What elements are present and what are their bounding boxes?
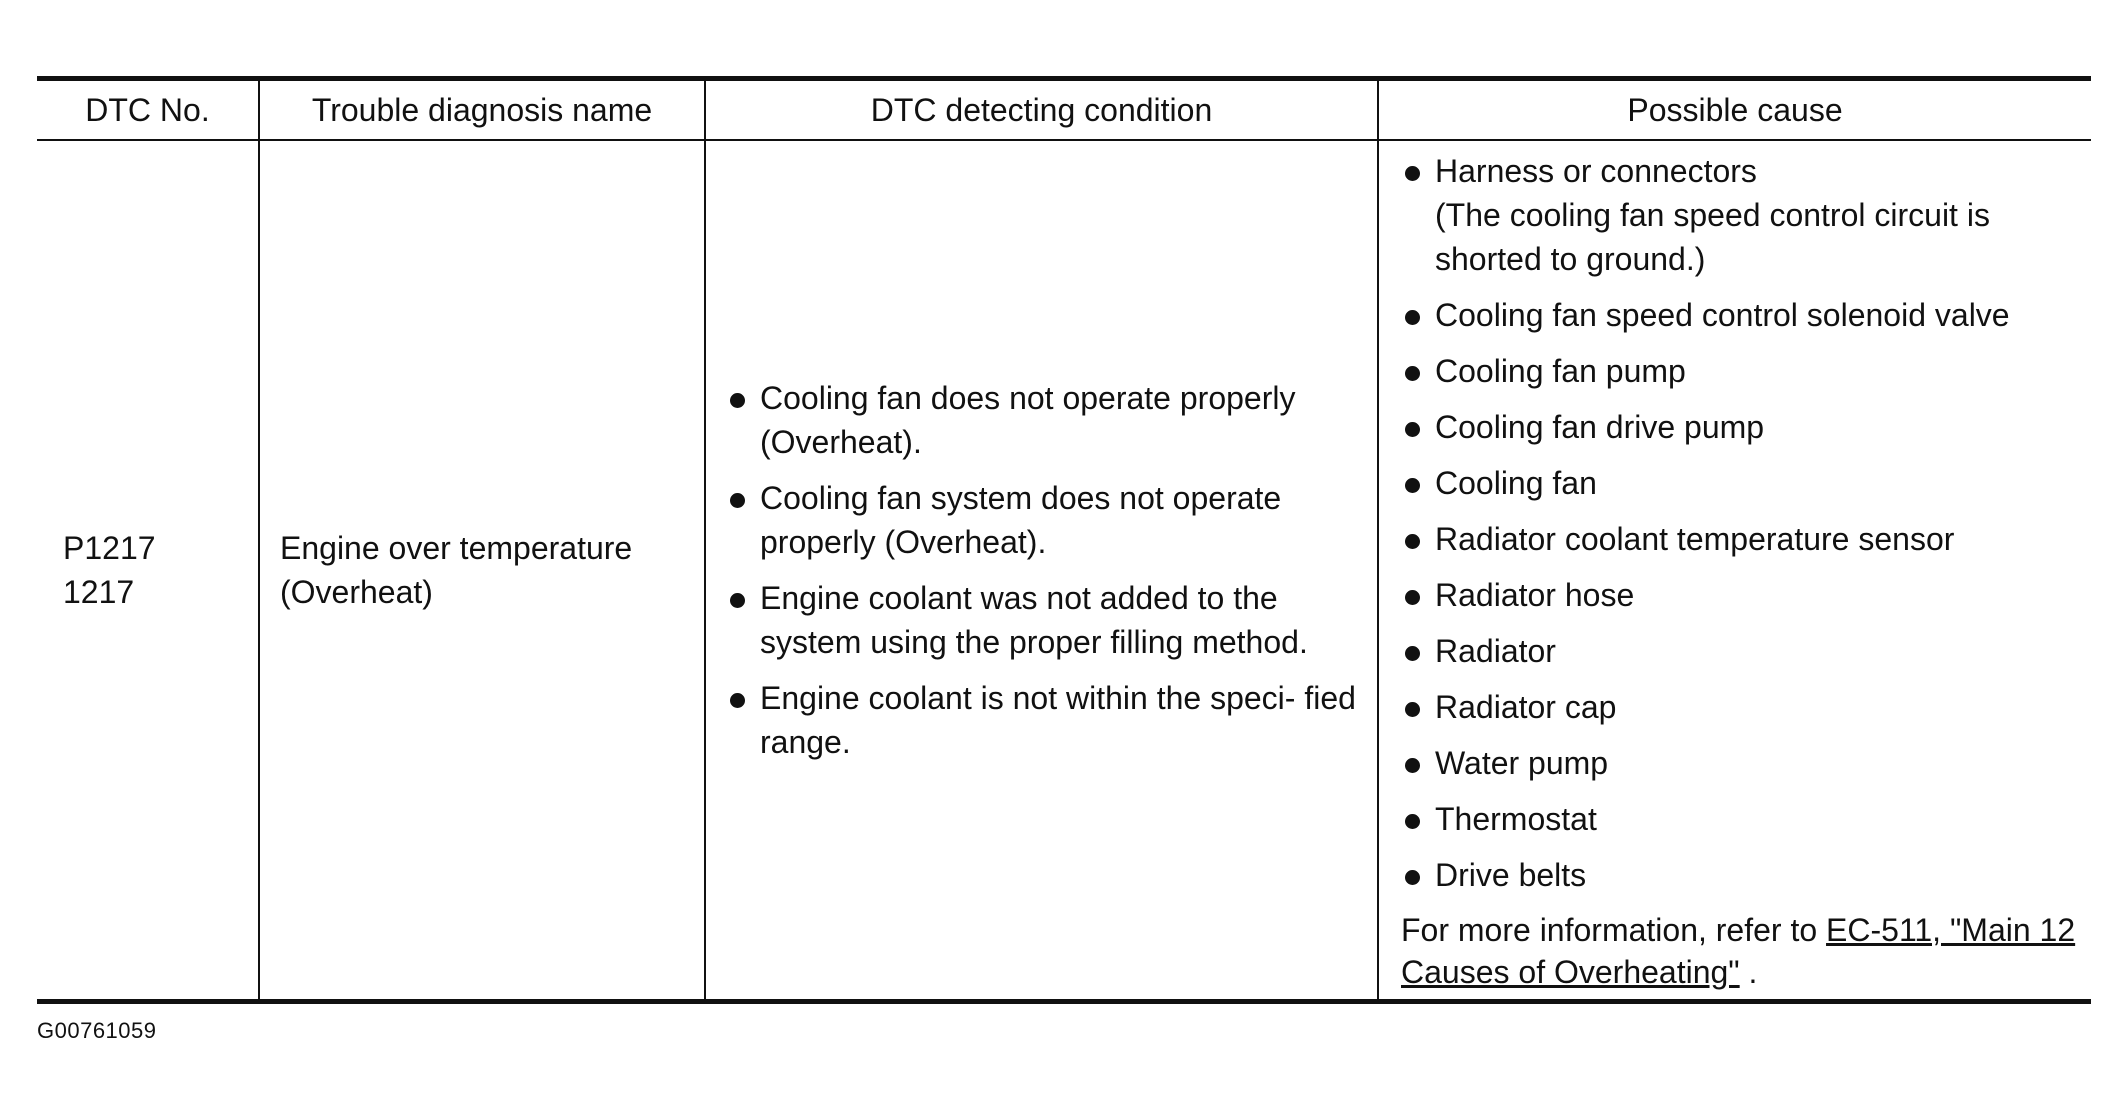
condition-list [726,376,1363,764]
cause-list [1401,149,2077,897]
table-header-row [37,79,2091,141]
header-dtc-no: DTC No. [37,79,259,141]
cause-item: Water pump [1401,741,2077,785]
condition-item: Engine coolant is not within the speci- fied range. [726,676,1363,764]
table-row [37,140,2091,1002]
more-info-suffix: . [1739,954,1758,990]
possible-cause-cell [1378,140,2091,1002]
cause-item: Thermostat [1401,797,2077,841]
more-info-prefix: For more information, refer to [1401,912,1827,948]
trouble-name-cell [259,140,705,1002]
reference-link[interactable]: EC-511, "Main 12 Causes of Overheating" [1401,912,2076,990]
header-trouble-name: Trouble diagnosis name [259,79,705,141]
cause-item: Radiator hose [1401,573,2077,617]
dtc-number-cell [37,140,259,1002]
condition-item: Cooling fan system does not operate properly (Overheat). [726,476,1363,564]
dtc-code: P1217 [63,530,156,566]
cause-item: Radiator coolant temperature sensor [1401,517,2077,561]
header-detecting-condition: DTC detecting condition [705,79,1378,141]
cause-note: (The cooling fan speed control circuit is shorted to ground.) [1435,197,1990,277]
dtc-table-container [37,76,2091,1004]
dtc-table [37,76,2091,1004]
cause-item: Cooling fan [1401,461,2077,505]
condition-item: Cooling fan does not operate properly (Overheat). [726,376,1363,464]
cause-title: Harness or connectors [1435,153,1757,189]
detecting-condition-cell [705,140,1378,1002]
cause-item: Drive belts [1401,853,2077,897]
trouble-name-line: (Overheat) [280,574,433,610]
more-info-note [1401,909,2077,993]
cause-item: Radiator cap [1401,685,2077,729]
condition-item: Engine coolant was not added to the system using the proper filling method. [726,576,1363,664]
header-possible-cause: Possible cause [1378,79,2091,141]
cause-item: Cooling fan pump [1401,349,2077,393]
dtc-code: 1217 [63,574,135,610]
cause-item: Cooling fan speed control solenoid valve [1401,293,2077,337]
cause-item: Cooling fan drive pump [1401,405,2077,449]
trouble-name-line: Engine over temperature [280,530,633,566]
figure-id: G00761059 [37,1018,157,1043]
cause-item: Radiator [1401,629,2077,673]
cause-item [1401,149,2077,281]
